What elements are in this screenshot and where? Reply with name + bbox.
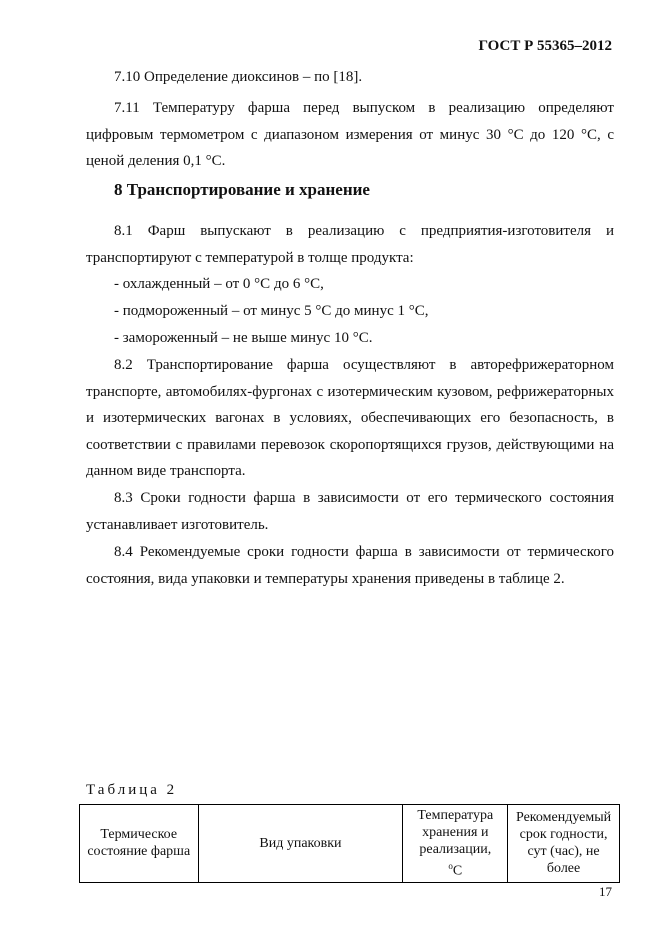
header-packaging: Вид упаковки bbox=[198, 805, 403, 883]
table-header-row bbox=[80, 805, 620, 883]
header-temperature-text: Температура хранения и реализации, bbox=[417, 808, 494, 857]
list-item-frozen: - замороженный – не выше минус 10 °С. bbox=[114, 330, 373, 346]
paragraph-8-2: 8.2 Транспортирование фарша осуществляют в авторефрижераторном транспорте, автомобилях-фургонах с изотермическим кузовом, рефрижераторных и изотермических вагонах в условиях, обеспечивающих его безопасность, в соответствии с правилами перевозок скоропортящихся грузов, действующими на данном виде транспорта. bbox=[86, 357, 614, 479]
list-item-chilled: - охлажденный – от 0 °С до 6 °С, bbox=[114, 276, 324, 292]
header-shelf-life: Рекомендуемый срок годности, сут (час), не более bbox=[508, 805, 620, 883]
paragraph-7-10: 7.10 Определение диоксинов – по [18]. bbox=[114, 69, 363, 85]
paragraph-7-11: 7.11 Температуру фарша перед выпуском в реализацию определяют цифровым термометром с диапазоном измерения от минус 30 °С до 120 °С, с ценой деления 0,1 °С. bbox=[86, 100, 614, 169]
storage-table bbox=[79, 804, 620, 883]
table-caption: Таблица 2 bbox=[86, 782, 178, 798]
paragraph-8-1: 8.1 Фарш выпускают в реализацию с предприятия-изготовителя и транспортируют с температурой в толще продукта: bbox=[86, 223, 614, 266]
list-item-semifrozen: - подмороженный – от минус 5 °С до минус 1 °С, bbox=[114, 303, 429, 319]
page-number: 17 bbox=[599, 884, 612, 899]
header-thermal-state: Термическое состояние фарша bbox=[80, 805, 199, 883]
paragraph-8-4: 8.4 Рекомендуемые сроки годности фарша в зависимости от термического состояния, вида упаковки и температуры хранения приведены в таблице 2. bbox=[86, 544, 614, 587]
degree-sign: о bbox=[448, 861, 453, 871]
standard-header: ГОСТ Р 55365–2012 bbox=[478, 38, 612, 54]
header-temperature bbox=[403, 805, 508, 883]
section-8-title: 8 Транспортирование и хранение bbox=[114, 180, 370, 199]
paragraph-8-3: 8.3 Сроки годности фарша в зависимости от его термического состояния устанавливает изготовитель. bbox=[86, 490, 614, 533]
header-temperature-unit: С bbox=[452, 863, 463, 879]
